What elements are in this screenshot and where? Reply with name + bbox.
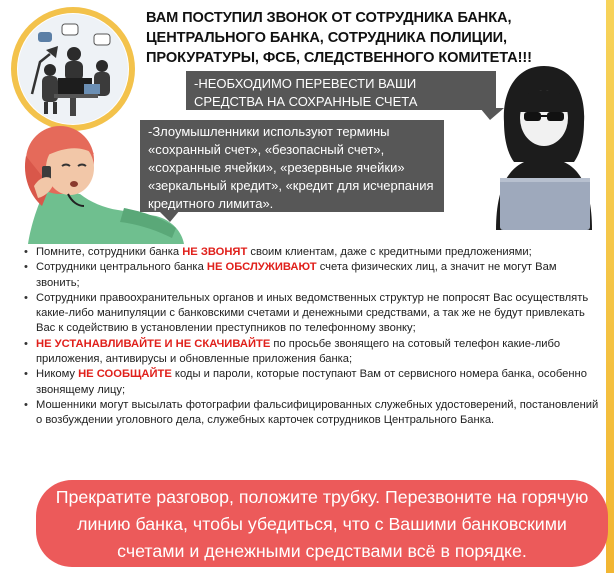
worried-woman-illustration xyxy=(6,116,184,244)
safety-tips-list xyxy=(22,245,602,429)
headline: ВАМ ПОСТУПИЛ ЗВОНОК ОТ СОТРУДНИКА БАНКА, ЦЕНТРАЛЬНОГО БАНКА, СОТРУДНИКА ПОЛИЦИИ, ПРОКУРАТУРЫ, ФСБ, СЛЕДСТВЕННОГО КОМИТЕТА!!! xyxy=(146,10,532,66)
warning-highlight: НЕ УСТАНАВЛИВАЙТЕ И НЕ СКАЧИВАЙТЕ xyxy=(36,337,271,350)
list-item: • НЕ УСТАНАВЛИВАЙТЕ И НЕ СКАЧИВАЙТЕ по просьбе звонящего на сотовый телефон какие-либо приложения, антивирусы и обновленные приложения банка; xyxy=(22,337,602,368)
list-item: • Никому НЕ СООБЩАЙТЕ коды и пароли, которые поступают Вам от сервисного номера банка, особенно звонящему лицу; xyxy=(22,367,602,398)
list-item: • Сотрудники правоохранительных органов и иных ведомственных структур не попросят Вас осуществлять какие-либо манипуляции с банковскими счетами и денежными средствами, а так же не будут привлекать Вас к содействию в установлении преступников по телефонному звонку; xyxy=(22,291,602,337)
hooded-hacker-illustration xyxy=(486,62,602,230)
warning-highlight: НЕ СООБЩАЙТЕ xyxy=(78,368,172,381)
call-to-action-banner: Прекратите разговор, положите трубку. Перезвоните на горячую линию банка, чтобы убедиться, что с Вашими банковскими счетами и денежными средствами всё в порядке. xyxy=(36,480,608,567)
hackers-illustration xyxy=(10,6,136,132)
list-item: • Помните, сотрудники банка НЕ ЗВОНЯТ своим клиентам, даже с кредитными предложениями; xyxy=(22,245,602,260)
scammer-speech-bubble: -НЕОБХОДИМО ПЕРЕВЕСТИ ВАШИ СРЕДСТВА НА СОХРАННЫЕ СЧЕТА xyxy=(186,71,496,110)
yellow-edge-decoration xyxy=(606,0,614,573)
warning-highlight: НЕ ЗВОНЯТ xyxy=(182,246,248,258)
list-item: • Сотрудники центрального банка НЕ ОБСЛУЖИВАЮТ счета физических лиц, а значит не могут Вам звонить; xyxy=(22,260,602,291)
list-item: • Мошенники могут высылать фотографии фальсифицированных служебных удостоверений, постановлений о возбуждении уголовного дела, служебных карточек сотрудников Центрального Банка. xyxy=(22,398,602,429)
scam-terms-bubble: -Злоумышленники используют термины «сохранный счет», «безопасный счет», «сохранные ячейки», «резервные ячейки» «зеркальный кредит», «кредит для исчерпания кредитного лимита». xyxy=(140,120,444,212)
warning-highlight: НЕ ОБСЛУЖИВАЮТ xyxy=(206,261,317,274)
